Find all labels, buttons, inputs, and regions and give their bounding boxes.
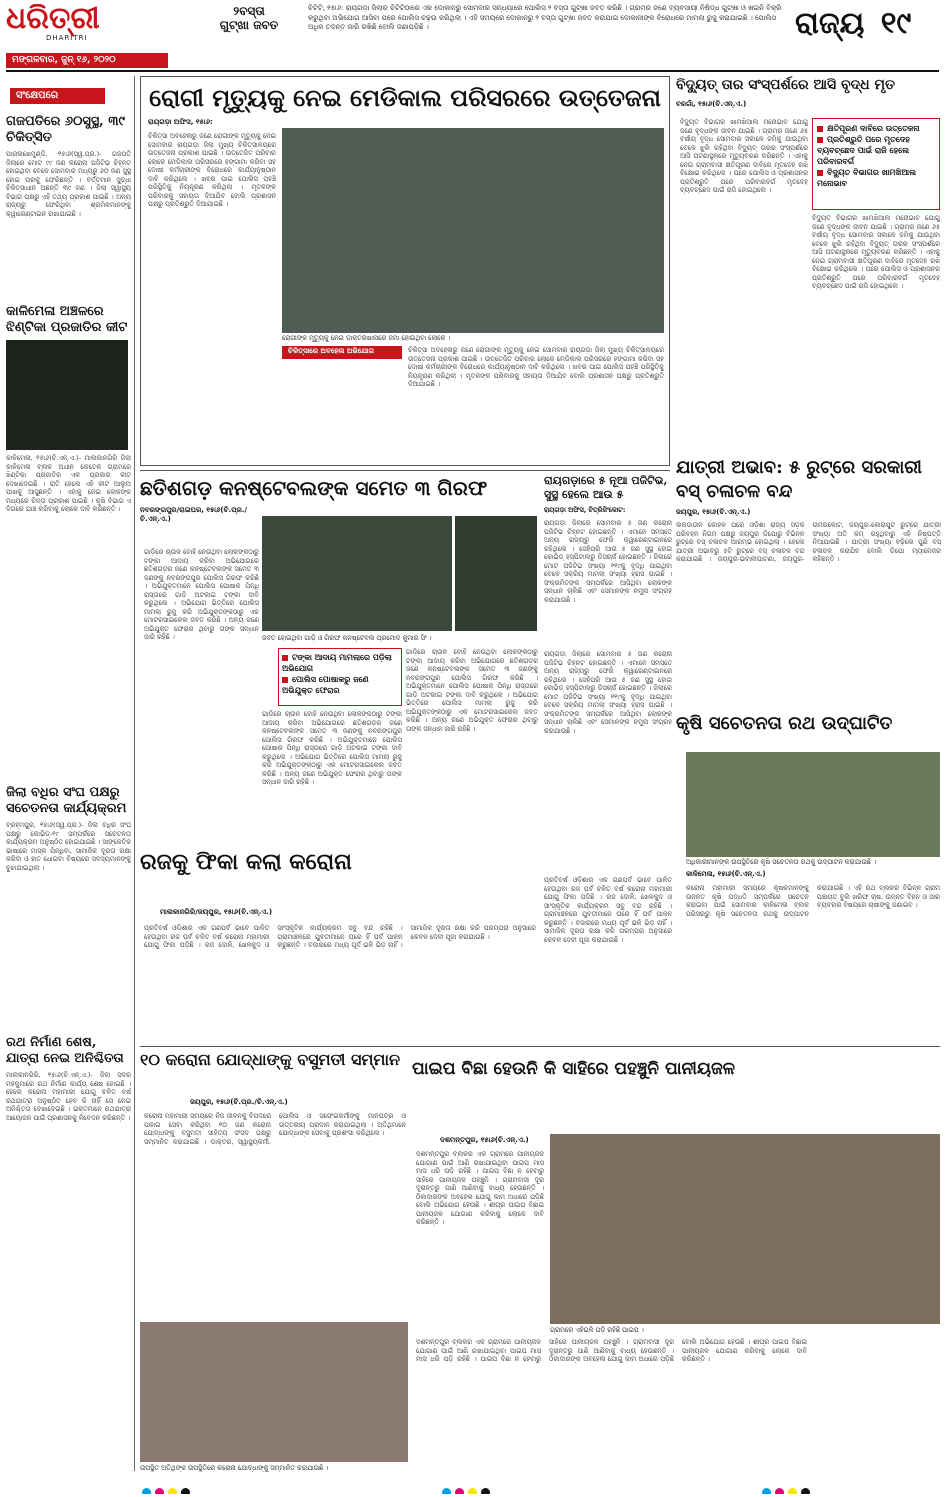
- sidebar-story-4-body: ମାଲକାନଗିରି, ୧୫ା୬(ଚି.ଏନ୍.ଏ.)- ଜିଲା ସଦର ମହକୁମାରେ ରଥ ନିର୍ମାଣ କାର୍ଯ୍ୟ ଶେଷ ହୋଇଛି । ହେଲେ କରୋନା ମହାମାରୀ ଯୋଗୁ ଚଳିତ ବର୍ଷ ରଥଯାତ୍ରା ଅନୁଷ୍ଠିତ ହେବ କି ନାହିଁ ସେ ନେଇ ଅନିଶ୍ଚିତତା ଦେଖାଦେଇଛି । ଭକ୍ତମାନେ ରଥଯାତ୍ରା ଆୟୋଜନ ପାଇଁ ପ୍ରଶାସନକୁ ନିବେଦନ କରିଛନ୍ତି ।: [6, 1071, 131, 1122]
- promo-line-1: ୨ବସ୍ତା: [233, 4, 265, 18]
- chhattisgarh-bullet-1: ଟଙ୍କା ଆଦାୟ ମାମଲାରେ ପଡ଼ିଲା ଅଭିଯୋଗ: [282, 653, 392, 673]
- sidebar-story-2-head: କାଳିମେଳା ଅଞ୍ଚଳରେ ଝିଣ୍ଟିକା ପ୍ରଜାତିର କୀଟ: [6, 304, 128, 335]
- electric-bullet-2: ପ୍ରତିଶ୍ରୁତି ପରେ ମୃତଦେହ ବ୍ୟବଚ୍ଛେଦ ପାଇଁ ରାଜି ହେଲେ ପରିବାରବର୍ଗ: [817, 135, 910, 166]
- corona-dateline: ମାଲକାନଗିରି/ଜୟପୁର, ୧୫ା୬(ଚି.ଏନ୍.ଏ.): [160, 908, 273, 916]
- bus-body: ଲକଡାଉନ କୋହଳ ପରେ ଓଡ଼ିଶା ରାଜ୍ୟ ସଡ଼କ ପରିବହନ ନିଗମ ପକ୍ଷରୁ ଜୟପୁର ଡିପୋରୁ ବିଭିନ୍ନ ରୁଟ୍‌ରେ ବସ୍ ଚଳାଚଳ ଆରମ୍ଭ ହୋଇଥିଲା । ହେଲେ ଯାତ୍ରୀ ଅଭାବରୁ ୫ଟି ରୁଟ୍‌ରେ ବସ୍ ଚଳାଚଳ ବନ୍ଦ କରାଯାଇଛି । ଜୟପୁର-ଭବାନୀପାଟଣା, ଜୟପୁର-ଉମରକୋଟ, ଜୟପୁର-କୋରାପୁଟ ରୁଟ୍‌ରେ ଯାତ୍ରୀ ସଂଖ୍ୟା ଅତି କମ୍ ରହୁଥିବାରୁ ଏହି ନିଷ୍ପତ୍ତି ନିଆଯାଇଛି । ଯାତ୍ରୀ ସଂଖ୍ୟା ବଢ଼ିଲେ ପୁଣି ବସ୍ ଚଳାଚଳ କରାଯିବ ବୋଲି ଡିପୋ ମ୍ୟାନେଜର କହିଛନ୍ତି ।: [676, 521, 941, 563]
- section-header: [795, 6, 943, 50]
- electric-bullet-3: ବିଦ୍ୟୁତ ବିଭାଗର ଖାମଖିଆଲ ମନୋଭାବ: [817, 168, 917, 188]
- top-news: ଚିଟିଟି, ୧୫ା୬: ରାୟଗଡ଼ା ଜିଲାର ଚିଟିଟିଠାରେ ଏକ ଦୋକାନରୁ ସୋମବାର ସନ୍ଧ୍ୟାରେ ପୋଲିସ ୨ ବସ୍ତା ଗୁଟ୍ଖା ଜବତ କରିଛି । ଗ୍ରାମର ଜଣେ ବ୍ୟବସାୟୀ ନିଷିଦ୍ଧ ଗୁଟ୍ଖା ଓ ଖଇନି ବିକ୍ରି କରୁଥିବା ଅଭିଯୋଗ ଆସିବା ପରେ ପୋଲିସ ଚଢ଼ଉ କରିଥିଲା । ଏହି ସମୟରେ ଦୋକାନରୁ ୨ ବସ୍ତା ଗୁଟ୍ଖା ଜବତ କରାଯାଇ ଦୋକାନୀଙ୍କ ବିରୋଧରେ ମାମଲା ରୁଜୁ କରାଯାଇଛି । ପୋଲିସ ଅଧିକ ତଦନ୍ତ ଜାରି ରଖିଛି ବୋଲି ଜଣାପଡ଼ିଛି ।: [308, 4, 782, 31]
- pipe-headline: ପାଇପ ବିଛା ହେଉନି କି ସାହିରେ ପହଞ୍ଚୁନି ପାନୀୟଜଳ: [412, 1059, 735, 1079]
- bus-dateline: ଜୟପୁର, ୧୫ା୬(ଚି.ଏନ୍.ଏ.): [676, 508, 751, 516]
- krushi-caption: ଅଧିକାରୀମାନଙ୍କ ଉପସ୍ଥିତିରେ କୃଷି ସଚେତନତା ରଥକୁ ଉଦ୍‌ଘାଟନ କରାଯାଉଛି ।: [686, 858, 877, 866]
- pipe-body-2: ଦଶମନ୍ତପୁର ବ୍ଲକର ଏକ ଗ୍ରାମରେ ପାନୀୟଜଳ ଯୋଗାଣ ପାଇଁ ଆଣି ରଖାଯାଇଥିବା ପାଇପ ମାସ ମାସ ଧରି ପଡ଼ି ରହିଛି । ପାଇପ ବିଛା ନ ହେବାରୁ ସାହିରେ ପାନୀୟଜଳ ପହଞ୍ଚୁନି । ଗ୍ରାମବାସୀ ଦୂର ଦୂରାନ୍ତରୁ ପାଣି ଆଣିବାକୁ ବାଧ୍ୟ ହେଉଛନ୍ତି । ଠିକାଦାରଙ୍କ ଅବହେଳା ଯୋଗୁ କାମ ଅଧାରେ ପଡ଼ିଛି ବୋଲି ଅଭିଯୋଗ ହେଉଛି । ଶୀଘ୍ର ପାଇପ ବିଛାଇ ପାନୀୟଜଳ ଯୋଗାଣ କରିବାକୁ ଲୋକେ ଦାବି କରିଛନ୍ତି ।: [416, 1338, 807, 1363]
- sidebar-story-1-body: ପାରଳାଖେମୁଣ୍ଡି, ୧୫ା୬(ସ୍ୱ.ପ୍ର.)- ଗଜପତି ଜିଲାରେ ମୋଟ ୯୯ ଜଣ କରୋନା ପଜିଟିଭ ଚିହ୍ନଟ ହୋଇଥିବା ବେଳେ ସୋମବାର ମଧ୍ୟରୁ ୬୦ ଜଣ ସୁସ୍ଥ ହୋଇ ଘରକୁ ଫେରିଛନ୍ତି । ବର୍ତ୍ତମାନ ସୁଦ୍ଧା ଚିକିତ୍ସାଧୀନ ଅଛନ୍ତି ୩୯ ଜଣ । ଜିଲା ସ୍ୱାସ୍ଥ୍ୟ ବିଭାଗ ପକ୍ଷରୁ ଏହି ତଥ୍ୟ ପ୍ରକାଶ ପାଇଛି । ଅନ୍ୟ ରାଜ୍ୟରୁ ଫେରିଥିବା ଶ୍ରମିକମାନଙ୍କୁ କ୍ୱାରେଣ୍ଟାଇନ ରଖାଯାଇଛି ।: [6, 150, 131, 218]
- sidebar-divider: [134, 76, 135, 1471]
- sidebar-story-1-head: ଗଜପତିରେ ୬୦ସୁସ୍ଥ, ୩୯ ଚିକିତ୍ସିତ: [6, 114, 125, 145]
- krushi-photo: [686, 752, 940, 857]
- chhattisgarh-dateline: ନବରଙ୍ଗପୁର/ରାଇଘର, ୧୫ା୬(ଚି.ପ୍ର./ଚି.ଏନ୍.ଏ.): [140, 506, 247, 523]
- chhattisgarh-bullets: [278, 648, 402, 706]
- divider-lower: [140, 1046, 940, 1047]
- rayagada-dateline: ରାୟଗଡ଼ା ଅଫିସ, ଚିତ୍ରିଜିଂକୋଟ:: [544, 506, 626, 514]
- chhattisgarh-caption: ଜବତ ହୋଇଥିବା ଗାଡ଼ି ଓ ଗିରଫ କନଷ୍ଟେବଲ ପ୍ରମୋଦ କୁମାର ସିଂ ।: [262, 634, 432, 642]
- sidebar-story-2: [6, 304, 131, 554]
- electric-bullet-1: କ୍ଷତିପୂରଣ ଦାବିରେ ଉତ୍ତେଜନା: [817, 123, 935, 134]
- corona-body: ପ୍ରତିବର୍ଷ ଓଡ଼ିଶାର ଏକ ଗଣପର୍ବ ଭାବେ ପାଳିତ ହେଉଥିବା ରଜ ପର୍ବ ଚଳିତ ବର୍ଷ କରୋନା ମହାମାରୀ ଯୋଗୁ ଫିକା ପଡ଼ିଛି । ରଜ ଦୋଳି, ଖେଳକୁଦ ଓ ସାଂସ୍କୃତିକ କାର୍ଯ୍ୟକ୍ରମ ସବୁ ବନ୍ଦ ରହିଛି । ଗ୍ରାମାଞ୍ଚଳରେ ଯୁବତୀମାନେ ଘରେ ହିଁ ପର୍ବ ପାଳନ କରୁଛନ୍ତି । ବଜାରରେ ମଧ୍ୟ ପୂର୍ବ ଭଳି ଭିଡ଼ ନାହିଁ । ସାମାଜିକ ଦୂରତା ରକ୍ଷା କରି ପରମ୍ପରା ଅନୁସାରେ କେବଳ ଦେବୀ ପୂଜା କରାଯାଉଛି ।: [144, 924, 536, 949]
- electric-body-2: ବିଦ୍ୟୁତ ବିଭାଗର ଖାମଖିଆଲ ମନୋଭାବ ଯୋଗୁ ଜଣେ ବୃଦ୍ଧଙ୍କ ଜୀବନ ଯାଇଛି । ଗ୍ରାମର ଜଣେ ୬୫ ବର୍ଷୀୟ ବୃଦ୍ଧ ସୋମବାର ସକାଳେ ଜମିକୁ ଯାଉଥିବା ବେଳେ ଝୁଲି ରହିଥିବା ବିଦ୍ୟୁତ୍ ତାରର ସଂସ୍ପର୍ଶରେ ଆସି ଘଟଣାସ୍ଥଳରେ ମୃତ୍ୟୁବରଣ କରିଛନ୍ତି । ଏହାକୁ ନେଇ ଗ୍ରାମବାସୀ କ୍ଷତିପୂରଣ ଦାବିରେ ମୃତଦେହ ରଖି ବିକ୍ଷୋଭ କରିଥିଲେ । ପରେ ପୋଲିସ ଓ ପ୍ରଶାସନର ପ୍ରତିଶ୍ରୁତି ପରେ ପରିବାରବର୍ଗ ମୃତଦେହ ବ୍ୟବଚ୍ଛେଦ ପାଇଁ ରାଜି ହୋଇଥିଲେ ।: [812, 214, 940, 290]
- bus-story: [676, 456, 941, 706]
- promo-line-2: ଗୁଟ୍ଖା ଜବତ: [219, 18, 279, 32]
- yoddha-body: କରୋନା ମହାମାରୀ ସମୟରେ ନିଜ ଜୀବନକୁ ବିପଦରେ ପକାଇ ସେବା କରିଥିବା ୧୦ ଜଣ କରୋନା ଯୋଦ୍ଧାଙ୍କୁ ବସୁମତୀ ସାହିତ୍ୟ ସଂସଦ ପକ୍ଷରୁ ସମ୍ମାନିତ କରାଯାଇଛି । ଡାକ୍ତର, ସ୍ୱାସ୍ଥ୍ୟକର୍ମୀ, ପୋଲିସ ଓ ସଫେଇକର୍ମୀଙ୍କୁ ମାନପତ୍ର ଓ ଉତ୍ତରୀୟ ପ୍ରଦାନ କରାଯାଇଥିଲା । ଅତିଥିମାନେ ଯୋଦ୍ଧାଙ୍କ ସେବାକୁ ପ୍ରଶଂସା କରିଥିଲେ ।: [144, 1112, 406, 1146]
- electric-dateline: ବରଗାଁ, ୧୫ା୬(ଚି.ଏନ୍.ଏ.): [676, 100, 747, 108]
- yoddha-photo: [140, 1322, 408, 1462]
- lead-headline: ରୋଗୀ ମୃତ୍ୟୁକୁ ନେଇ ମେଡିକାଲ ପରିସରରେ ଉତ୍ତେଜନା: [149, 83, 661, 112]
- chhattisgarh-photo-constable: [455, 516, 537, 631]
- page-number: ୧୯: [880, 6, 912, 41]
- rayagada-body: ରାୟଗଡ଼ା ଜିଲାରେ ସୋମବାର ୫ ଜଣ କରୋନା ପଜିଟିଭ ଚିହ୍ନଟ ହୋଇଛନ୍ତି । ଏମାନେ ସମସ୍ତେ ଅନ୍ୟ ରାଜ୍ୟରୁ ଫେରି କ୍ୱାରେଣ୍ଟାଇନରେ ରହିଥିଲେ । ସେହିପରି ଆଉ ୫ ଜଣ ସୁସ୍ଥ ହୋଇ କୋଭିଡ୍ ହସ୍ପିଟାଲରୁ ଡିସଚାର୍ଜ ହୋଇଛନ୍ତି । ଜିଲାରେ ମୋଟ ପଜିଟିଭ ସଂଖ୍ୟା ୧୧୯କୁ ବୃଦ୍ଧି ପାଇଥିବା ବେଳେ ସକ୍ରିୟ ମାମଲା ସଂଖ୍ୟା ହ୍ରାସ ପାଇଛି । ସଂକ୍ରମିତଙ୍କ ସମ୍ପର୍କରେ ଆସିଥିବା ଲୋକଙ୍କ ସନ୍ଧାନ ଚାଲିଛି ଏବଂ ସେମାନଙ୍କ ନମୁନା ସଂଗ୍ରହ କରାଯାଉଛି ।: [544, 519, 672, 604]
- electric-body-1: ବିଦ୍ୟୁତ ବିଭାଗର ଖାମଖିଆଲ ମନୋଭାବ ଯୋଗୁ ଜଣେ ବୃଦ୍ଧଙ୍କ ଜୀବନ ଯାଇଛି । ଗ୍ରାମର ଜଣେ ୬୫ ବର୍ଷୀୟ ବୃଦ୍ଧ ସୋମବାର ସକାଳେ ଜମିକୁ ଯାଉଥିବା ବେଳେ ଝୁଲି ରହିଥିବା ବିଦ୍ୟୁତ୍ ତାରର ସଂସ୍ପର୍ଶରେ ଆସି ଘଟଣାସ୍ଥଳରେ ମୃତ୍ୟୁବରଣ କରିଛନ୍ତି । ଏହାକୁ ନେଇ ଗ୍ରାମବାସୀ କ୍ଷତିପୂରଣ ଦାବିରେ ମୃତଦେହ ରଖି ବିକ୍ଷୋଭ କରିଥିଲେ । ପରେ ପୋଲିସ ଓ ପ୍ରଶାସନର ପ୍ରତିଶ୍ରୁତି ପରେ ପରିବାରବର୍ଗ ମୃତଦେହ ବ୍ୟବଚ୍ଛେଦ ପାଇଁ ରାଜି ହୋଇଥିଲେ ।: [680, 118, 808, 194]
- yoddha-dateline: ଜୟପୁର, ୧୫ା୬(ଚି.ପ୍ର./ଚି.ଏନ୍.ଏ.): [190, 1098, 288, 1106]
- chhattisgarh-body-3: ଗାଡ଼ିରେ ଚାଉଳ ବୋହି ନେଉଥିବା ଲୋକଙ୍କଠାରୁ ଟଙ୍କା ଆଦାୟ କରିବା ଅଭିଯୋଗରେ ଛତିଶଗଡ଼ର ଜଣେ କନଷ୍ଟେବଲଙ୍କ ସମେତ ୩ ଜଣଙ୍କୁ ନବରଙ୍ଗପୁର ପୋଲିସ ଗିରଫ କରିଛି । ଅଭିଯୁକ୍ତମାନେ ପୋଲିସ ପୋଷାକ ପିନ୍ଧି ରାସ୍ତାରେ ଗାଡ଼ି ଅଟକାଇ ଟଙ୍କା ଦାବି କରୁଥିଲେ । ଅଭିଯୋଗ ଭିତ୍ତିରେ ପୋଲିସ ମାମଲା ରୁଜୁ କରି ଅଭିଯୁକ୍ତଙ୍କଠାରୁ ଏକ ମୋଟରସାଇକେଲ ଜବତ କରିଛି । ଅନ୍ୟ ଜଣେ ଅଭିଯୁକ୍ତ ଫେରାର ଥିବାରୁ ତାଙ୍କ ସନ୍ଧାନ ଜାରି ରହିଛି ।: [262, 710, 402, 786]
- sidebar-story-4: [6, 1035, 131, 1475]
- chhattisgarh-body-1: ଗାଡ଼ିରେ ଚାଉଳ ବୋହି ନେଉଥିବା ଲୋକଙ୍କଠାରୁ ଟଙ୍କା ଆଦାୟ କରିବା ଅଭିଯୋଗରେ ଛତିଶଗଡ଼ର ଜଣେ କନଷ୍ଟେବଲଙ୍କ ସମେତ ୩ ଜଣଙ୍କୁ ନବରଙ୍ଗପୁର ପୋଲିସ ଗିରଫ କରିଛି । ଅଭିଯୁକ୍ତମାନେ ପୋଲିସ ପୋଷାକ ପିନ୍ଧି ରାସ୍ତାରେ ଗାଡ଼ି ଅଟକାଇ ଟଙ୍କା ଦାବି କରୁଥିଲେ । ଅଭିଯୋଗ ଭିତ୍ତିରେ ପୋଲିସ ମାମଲା ରୁଜୁ କରି ଅଭିଯୁକ୍ତଙ୍କଠାରୁ ଏକ ମୋଟରସାଇକେଲ ଜବତ କରିଛି । ଅନ୍ୟ ଜଣେ ଅଭିଯୁକ୍ତ ଫେରାର ଥିବାରୁ ତାଙ୍କ ସନ୍ଧାନ ଜାରି ରହିଛି ।: [144, 548, 259, 641]
- electric-bullets: [812, 118, 940, 210]
- promo-box: [196, 4, 302, 44]
- chhattisgarh-photo-bikes: [262, 516, 452, 631]
- pipe-dateline: ଦଶମନ୍ତପୁର, ୧୫ା୬(ଚି.ଏନ୍.ଏ.): [440, 1136, 529, 1144]
- krushi-headline: କୃଷି ସଚେତନତା ରଥ ଉଦ୍‌ଘାଟିତ: [676, 713, 893, 734]
- lead-photo: [282, 128, 664, 333]
- krushi-body: କରୋନା ମହାମାରୀ ସମୟରେ କୃଷକମାନଙ୍କୁ ଉନ୍ନତ କୃଷି ପଦ୍ଧତି ସମ୍ପର୍କରେ ସଚେତନ କରାଇବା ପାଇଁ ସୋମବାର କାଳିମେଳା ବ୍ଲକ ପରିସରରୁ କୃଷି ସଚେତନତା ରଥକୁ ଉଦ୍‌ଘାଟନ କରାଯାଇଛି । ଏହି ରଥ ବ୍ଲକର ବିଭିନ୍ନ ଗ୍ରାମ ପଞ୍ଚାୟତ ବୁଲି ଖରିଫ ଚାଷ, ଉନ୍ନତ ବିହନ ଓ ସାର ବ୍ୟବହାର ବିଷୟରେ ଚାଷୀଙ୍କୁ ଜଣାଇବ ।: [686, 884, 940, 918]
- pipe-photo: [550, 1134, 940, 1324]
- lead-body-1: ଚିକିତ୍ସା ଅବହେଳାରୁ ଜଣେ ରୋଗୀଙ୍କ ମୃତ୍ୟୁକୁ ନେଇ ସୋମବାର ରାୟଗଡ଼ା ଜିଲା ମୁଖ୍ୟ ଚିକିତ୍ସାଳୟରେ ଉତ୍ତେଜନା ପ୍ରକାଶ ପାଇଛି । ଉତ୍ତେଜିତ ପରିବାର ଲୋକେ ମେଡିକାଲ ପରିସରରେ ହଙ୍ଗାମା କରିବା ସହ ଦୋଷୀ କର୍ମଚାରୀଙ୍କ ବିରୋଧରେ କାର୍ଯ୍ୟାନୁଷ୍ଠାନ ଦାବି କରିଥିଲେ । ଖବର ପାଇ ପୋଲିସ ପହଞ୍ଚି ପରିସ୍ଥିତିକୁ ନିୟନ୍ତ୍ରଣ କରିଥିଲା । ମୃତକଙ୍କ ପରିବାରକୁ ସହାୟତା ଦିଆଯିବ ବୋଲି ପ୍ରଶାସନ ପକ୍ଷରୁ ପ୍ରତିଶ୍ରୁତି ଦିଆଯାଇଛି ।: [148, 132, 276, 208]
- yoddha-caption: ଉପସ୍ଥିତ ଅତିଥିଙ୍କ ଉପସ୍ଥିତିରେ କରୋନା ଯୋଦ୍ଧାଙ୍କୁ ସମ୍ମାନିତ କରାଯାଉଛି ।: [140, 1464, 329, 1472]
- insect-photo: [6, 340, 128, 450]
- pipe-body-1: ଦଶମନ୍ତପୁର ବ୍ଲକର ଏକ ଗ୍ରାମରେ ପାନୀୟଜଳ ଯୋଗାଣ ପାଇଁ ଆଣି ରଖାଯାଇଥିବା ପାଇପ ମାସ ମାସ ଧରି ପଡ଼ି ରହିଛି । ପାଇପ ବିଛା ନ ହେବାରୁ ସାହିରେ ପାନୀୟଜଳ ପହଞ୍ଚୁନି । ଗ୍ରାମବାସୀ ଦୂର ଦୂରାନ୍ତରୁ ପାଣି ଆଣିବାକୁ ବାଧ୍ୟ ହେଉଛନ୍ତି । ଠିକାଦାରଙ୍କ ଅବହେଳା ଯୋଗୁ କାମ ଅଧାରେ ପଡ଼ିଛି ବୋଲି ଅଭିଯୋଗ ହେଉଛି । ଶୀଘ୍ର ପାଇପ ବିଛାଇ ପାନୀୟଜଳ ଯୋଗାଣ କରିବାକୁ ଲୋକେ ଦାବି କରିଛନ୍ତି ।: [416, 1150, 544, 1226]
- logo-sub: DHARITRI: [46, 34, 88, 42]
- issue-date: ମଙ୍ଗଳବାର, ଜୁନ୍ ୧୬, ୨୦୨୦: [6, 53, 168, 68]
- pipe-story: [412, 1058, 942, 1098]
- pipe-caption: ଗ୍ରାମରେ ଏହିଭଳି ପଡ଼ି ରହିଛି ପାଇପ ।: [550, 1326, 644, 1334]
- lead-caption: ରୋଗୀଙ୍କ ମୃତ୍ୟୁକୁ ନେଇ ଡାକ୍ତରଖାନାରେ ଜମା ହୋଇଥିବା ଲୋକେ ।: [282, 334, 451, 342]
- sidebar-story-3-body: ବ୍ରହ୍ମପୁର, ୧୫ା୬(ସ୍ୱ.ପ୍ର.)- ଜିଲା ବଧିର ସଂଘ ପକ୍ଷରୁ କୋଭିଡ୍-୧୯ ସମ୍ପର୍କରେ ସଚେତନତା କାର୍ଯ୍ୟକ୍ରମ ଅନୁଷ୍ଠିତ ହୋଇଯାଇଛି । ସାଙ୍କେତିକ ଭାଷାରେ ମାସ୍କ ପିନ୍ଧିବା, ସାମାଜିକ ଦୂରତା ରକ୍ଷା କରିବା ଓ ହାତ ଧୋଇବା ବିଷୟରେ ସଦସ୍ୟମାନଙ୍କୁ ବୁଝାଯାଇଥିଲା ।: [6, 821, 131, 872]
- chhattisgarh-body-2: ଗାଡ଼ିରେ ଚାଉଳ ବୋହି ନେଉଥିବା ଲୋକଙ୍କଠାରୁ ଟଙ୍କା ଆଦାୟ କରିବା ଅଭିଯୋଗରେ ଛତିଶଗଡ଼ର ଜଣେ କନଷ୍ଟେବଲଙ୍କ ସମେତ ୩ ଜଣଙ୍କୁ ନବରଙ୍ଗପୁର ପୋଲିସ ଗିରଫ କରିଛି । ଅଭିଯୁକ୍ତମାନେ ପୋଲିସ ପୋଷାକ ପିନ୍ଧି ରାସ୍ତାରେ ଗାଡ଼ି ଅଟକାଇ ଟଙ୍କା ଦାବି କରୁଥିଲେ । ଅଭିଯୋଗ ଭିତ୍ତିରେ ପୋଲିସ ମାମଲା ରୁଜୁ କରି ଅଭିଯୁକ୍ତଙ୍କଠାରୁ ଏକ ମୋଟରସାଇକେଲ ଜବତ କରିଛି । ଅନ୍ୟ ଜଣେ ଅଭିଯୁକ୍ତ ଫେରାର ଥିବାରୁ ତାଙ୍କ ସନ୍ଧାନ ଜାରି ରହିଛି ।: [406, 648, 538, 733]
- divider-mid: [140, 470, 670, 471]
- bus-headline: ଯାତ୍ରୀ ଅଭାବ: ୫ ରୁଟ୍‌ରେ ସରକାରୀ ବସ୍ ଚଳାଚଳ ବନ୍ଦ: [676, 457, 922, 502]
- rayagada-body-2: ରାୟଗଡ଼ା ଜିଲାରେ ସୋମବାର ୫ ଜଣ କରୋନା ପଜିଟିଭ ଚିହ୍ନଟ ହୋଇଛନ୍ତି । ଏମାନେ ସମସ୍ତେ ଅନ୍ୟ ରାଜ୍ୟରୁ ଫେରି କ୍ୱାରେଣ୍ଟାଇନରେ ରହିଥିଲେ । ସେହିପରି ଆଉ ୫ ଜଣ ସୁସ୍ଥ ହୋଇ କୋଭିଡ୍ ହସ୍ପିଟାଲରୁ ଡିସଚାର୍ଜ ହୋଇଛନ୍ତି । ଜିଲାରେ ମୋଟ ପଜିଟିଭ ସଂଖ୍ୟା ୧୧୯କୁ ବୃଦ୍ଧି ପାଇଥିବା ବେଳେ ସକ୍ରିୟ ମାମଲା ସଂଖ୍ୟା ହ୍ରାସ ପାଇଛି । ସଂକ୍ରମିତଙ୍କ ସମ୍ପର୍କରେ ଆସିଥିବା ଲୋକଙ୍କ ସନ୍ଧାନ ଚାଲିଛି ଏବଂ ସେମାନଙ୍କ ନମୁନା ସଂଗ୍ରହ କରାଯାଉଛି ।: [544, 650, 672, 735]
- yoddha-headline: ୧୦ କରୋନା ଯୋଦ୍ଧାଙ୍କୁ ବସୁମତୀ ସମ୍ମାନ: [140, 1050, 401, 1069]
- krushi-dateline: କାଳିମେଳା, ୧୫ା୬(ଚି.ଏନ୍.ଏ.): [686, 870, 766, 878]
- corona-story: [140, 850, 540, 875]
- section-name: ରାଜ୍ୟ: [795, 6, 865, 41]
- chhattisgarh-bullet-2: ପୋଲିସ ପୋଷାକରୁ ଜଣେ ଅଭିଯୁକ୍ତ ଫେରାର: [282, 675, 369, 695]
- chhattisgarh-headline: ଛତିଶଗଡ଼ କନଷ୍ଟେବଲଙ୍କ ସମେତ ୩ ଗିରଫ: [140, 476, 488, 500]
- top-rule: [6, 70, 939, 72]
- print-registration-marks-3: [760, 1482, 860, 1494]
- corona-body-2: ପ୍ରତିବର୍ଷ ଓଡ଼ିଶାର ଏକ ଗଣପର୍ବ ଭାବେ ପାଳିତ ହେଉଥିବା ରଜ ପର୍ବ ଚଳିତ ବର୍ଷ କରୋନା ମହାମାରୀ ଯୋଗୁ ଫିକା ପଡ଼ିଛି । ରଜ ଦୋଳି, ଖେଳକୁଦ ଓ ସାଂସ୍କୃତିକ କାର୍ଯ୍ୟକ୍ରମ ସବୁ ବନ୍ଦ ରହିଛି । ଗ୍ରାମାଞ୍ଚଳରେ ଯୁବତୀମାନେ ଘରେ ହିଁ ପର୍ବ ପାଳନ କରୁଛନ୍ତି । ବଜାରରେ ମଧ୍ୟ ପୂର୍ବ ଭଳି ଭିଡ଼ ନାହିଁ । ସାମାଜିକ ଦୂରତା ରକ୍ଷା କରି ପରମ୍ପରା ଅନୁସାରେ କେବଳ ଦେବୀ ପୂଜା କରାଯାଉଛି ।: [544, 876, 672, 944]
- print-registration-marks-2: [440, 1482, 540, 1494]
- sidebar-story-4-head: ରଥ ନିର୍ମାଣ ଶେଷ, ଯାତ୍ରା ନେଇ ଅନିଶ୍ଚିତତା: [6, 1035, 124, 1066]
- sidebar-story-3: [6, 785, 131, 1025]
- electric-headline: ବିଦ୍ୟୁତ୍ ତାର ସଂସ୍ପର୍ଶରେ ଆସି ବୃଦ୍ଧ ମୃତ: [676, 77, 895, 93]
- sidebar-story-2-body: କାଳିମେଳା, ୧୫ା୬(ଚି.ଏନ୍.ଏ.)- ମାଲକାନଗିରି ଜିଲା କାଳିମେଳା ବ୍ଲକ ଅଧୀନ କେତେକ ଗ୍ରାମରେ ଝିଣ୍ଟିକା ପ୍ରଜାତିର ଏକ ପ୍ରକାର କୀଟ ଦେଖାଦେଇଛି । ରାତି ହେଲେ ଏହି କୀଟ ଆଲୁଅ ପାଖକୁ ଆସୁଛନ୍ତି । ଏହାକୁ ନେଇ ଲୋକଙ୍କ ମଧ୍ୟରେ ଚିନ୍ତା ପ୍ରକାଶ ପାଇଛି । କୃଷି ବିଭାଗ ଏ ଦିଗରେ ଯାଞ୍ଚ କରିବାକୁ ଲୋକେ ଦାବି କରିଛନ୍ତି ।: [6, 454, 131, 513]
- sidebar-label: ସଂକ୍ଷେପରେ: [10, 88, 105, 104]
- lead-dateline: ରାୟଗଡ଼ା ଅଫିସ, ୧୫ା୬:: [148, 118, 213, 126]
- rayagada-headline: ରାୟଗଡ଼ାରେ ୫ ନୂଆ ପଜିଟିଭ, ସୁସ୍ଥ ହେଲେ ଆଉ ୫: [544, 474, 668, 501]
- lead-tag: ଚିକିତ୍ସାରେ ଅବହେଳା ଅଭିଯୋଗ: [282, 346, 402, 359]
- logo: ଧରିତ୍ରୀ: [6, 4, 100, 36]
- corona-headline: ରଜକୁ ଫିକା କଲା କରୋନା: [140, 850, 352, 875]
- sidebar-story-3-head: ଜିଲା ବଧିର ସଂଘ ପକ୍ଷରୁ ସଚେତନତା କାର୍ଯ୍ୟକ୍ରମ: [6, 785, 127, 816]
- lead-body-2: ଚିକିତ୍ସା ଅବହେଳାରୁ ଜଣେ ରୋଗୀଙ୍କ ମୃତ୍ୟୁକୁ ନେଇ ସୋମବାର ରାୟଗଡ଼ା ଜିଲା ମୁଖ୍ୟ ଚିକିତ୍ସାଳୟରେ ଉତ୍ତେଜନା ପ୍ରକାଶ ପାଇଛି । ଉତ୍ତେଜିତ ପରିବାର ଲୋକେ ମେଡିକାଲ ପରିସରରେ ହଙ୍ଗାମା କରିବା ସହ ଦୋଷୀ କର୍ମଚାରୀଙ୍କ ବିରୋଧରେ କାର୍ଯ୍ୟାନୁଷ୍ଠାନ ଦାବି କରିଥିଲେ । ଖବର ପାଇ ପୋଲିସ ପହଞ୍ଚି ପରିସ୍ଥିତିକୁ ନିୟନ୍ତ୍ରଣ କରିଥିଲା । ମୃତକଙ୍କ ପରିବାରକୁ ସହାୟତା ଦିଆଯିବ ବୋଲି ପ୍ରଶାସନ ପକ୍ଷରୁ ପ୍ରତିଶ୍ରୁତି ଦିଆଯାଇଛି ।: [408, 346, 664, 388]
- sidebar-story-1: [6, 114, 131, 299]
